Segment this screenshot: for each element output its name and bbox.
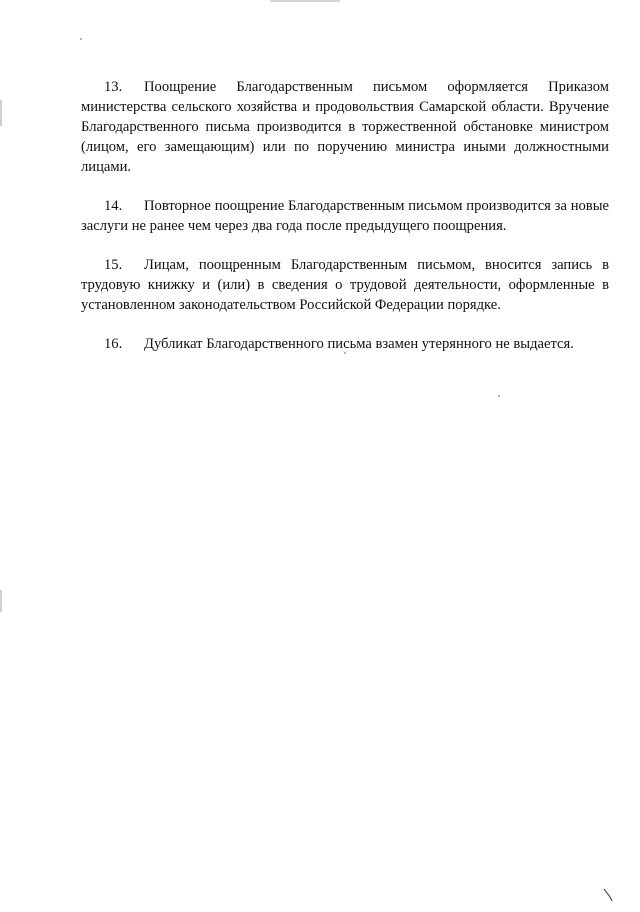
paragraph-number: 13. <box>104 79 123 95</box>
paragraph-text: Лицам, поощренным Благодарственным письмом, вносится запись в трудовую книжку и (или) в сведения о трудовой деятельности, оформленные в установленном законодательством Российской Федерации порядке. <box>81 257 609 313</box>
scan-edge-mark <box>270 0 340 2</box>
paragraph-16 <box>81 334 609 354</box>
paragraph-number: 15. <box>104 257 123 273</box>
paragraph-text: Дубликат Благодарственного письма взамен утерянного не выдается. <box>144 336 574 352</box>
paragraph-15 <box>81 255 609 315</box>
scan-corner-mark <box>602 888 616 902</box>
scan-edge-mark <box>0 590 2 612</box>
paragraph-text: Поощрение Благодарственным письмом оформляется Приказом министерства сельского хозяйства и продовольствия Самарской области. Вручение Благодарственного письма производится в торжественной обстановке министром (лицом, его замещающим) или по поручению министра иными должностными лицами. <box>81 79 609 175</box>
scan-speck <box>498 395 500 397</box>
scan-edge-mark <box>0 100 2 126</box>
paragraph-text: Повторное поощрение Благодарственным письмом производится за новые заслуги не ранее чем через два года после предыдущего поощрения. <box>81 198 609 234</box>
paragraph-14 <box>81 196 609 236</box>
scan-speck <box>80 38 82 40</box>
paragraph-13 <box>81 77 609 177</box>
paragraph-number: 16. <box>104 336 123 352</box>
paragraph-number: 14. <box>104 198 123 214</box>
document-body <box>81 77 609 373</box>
